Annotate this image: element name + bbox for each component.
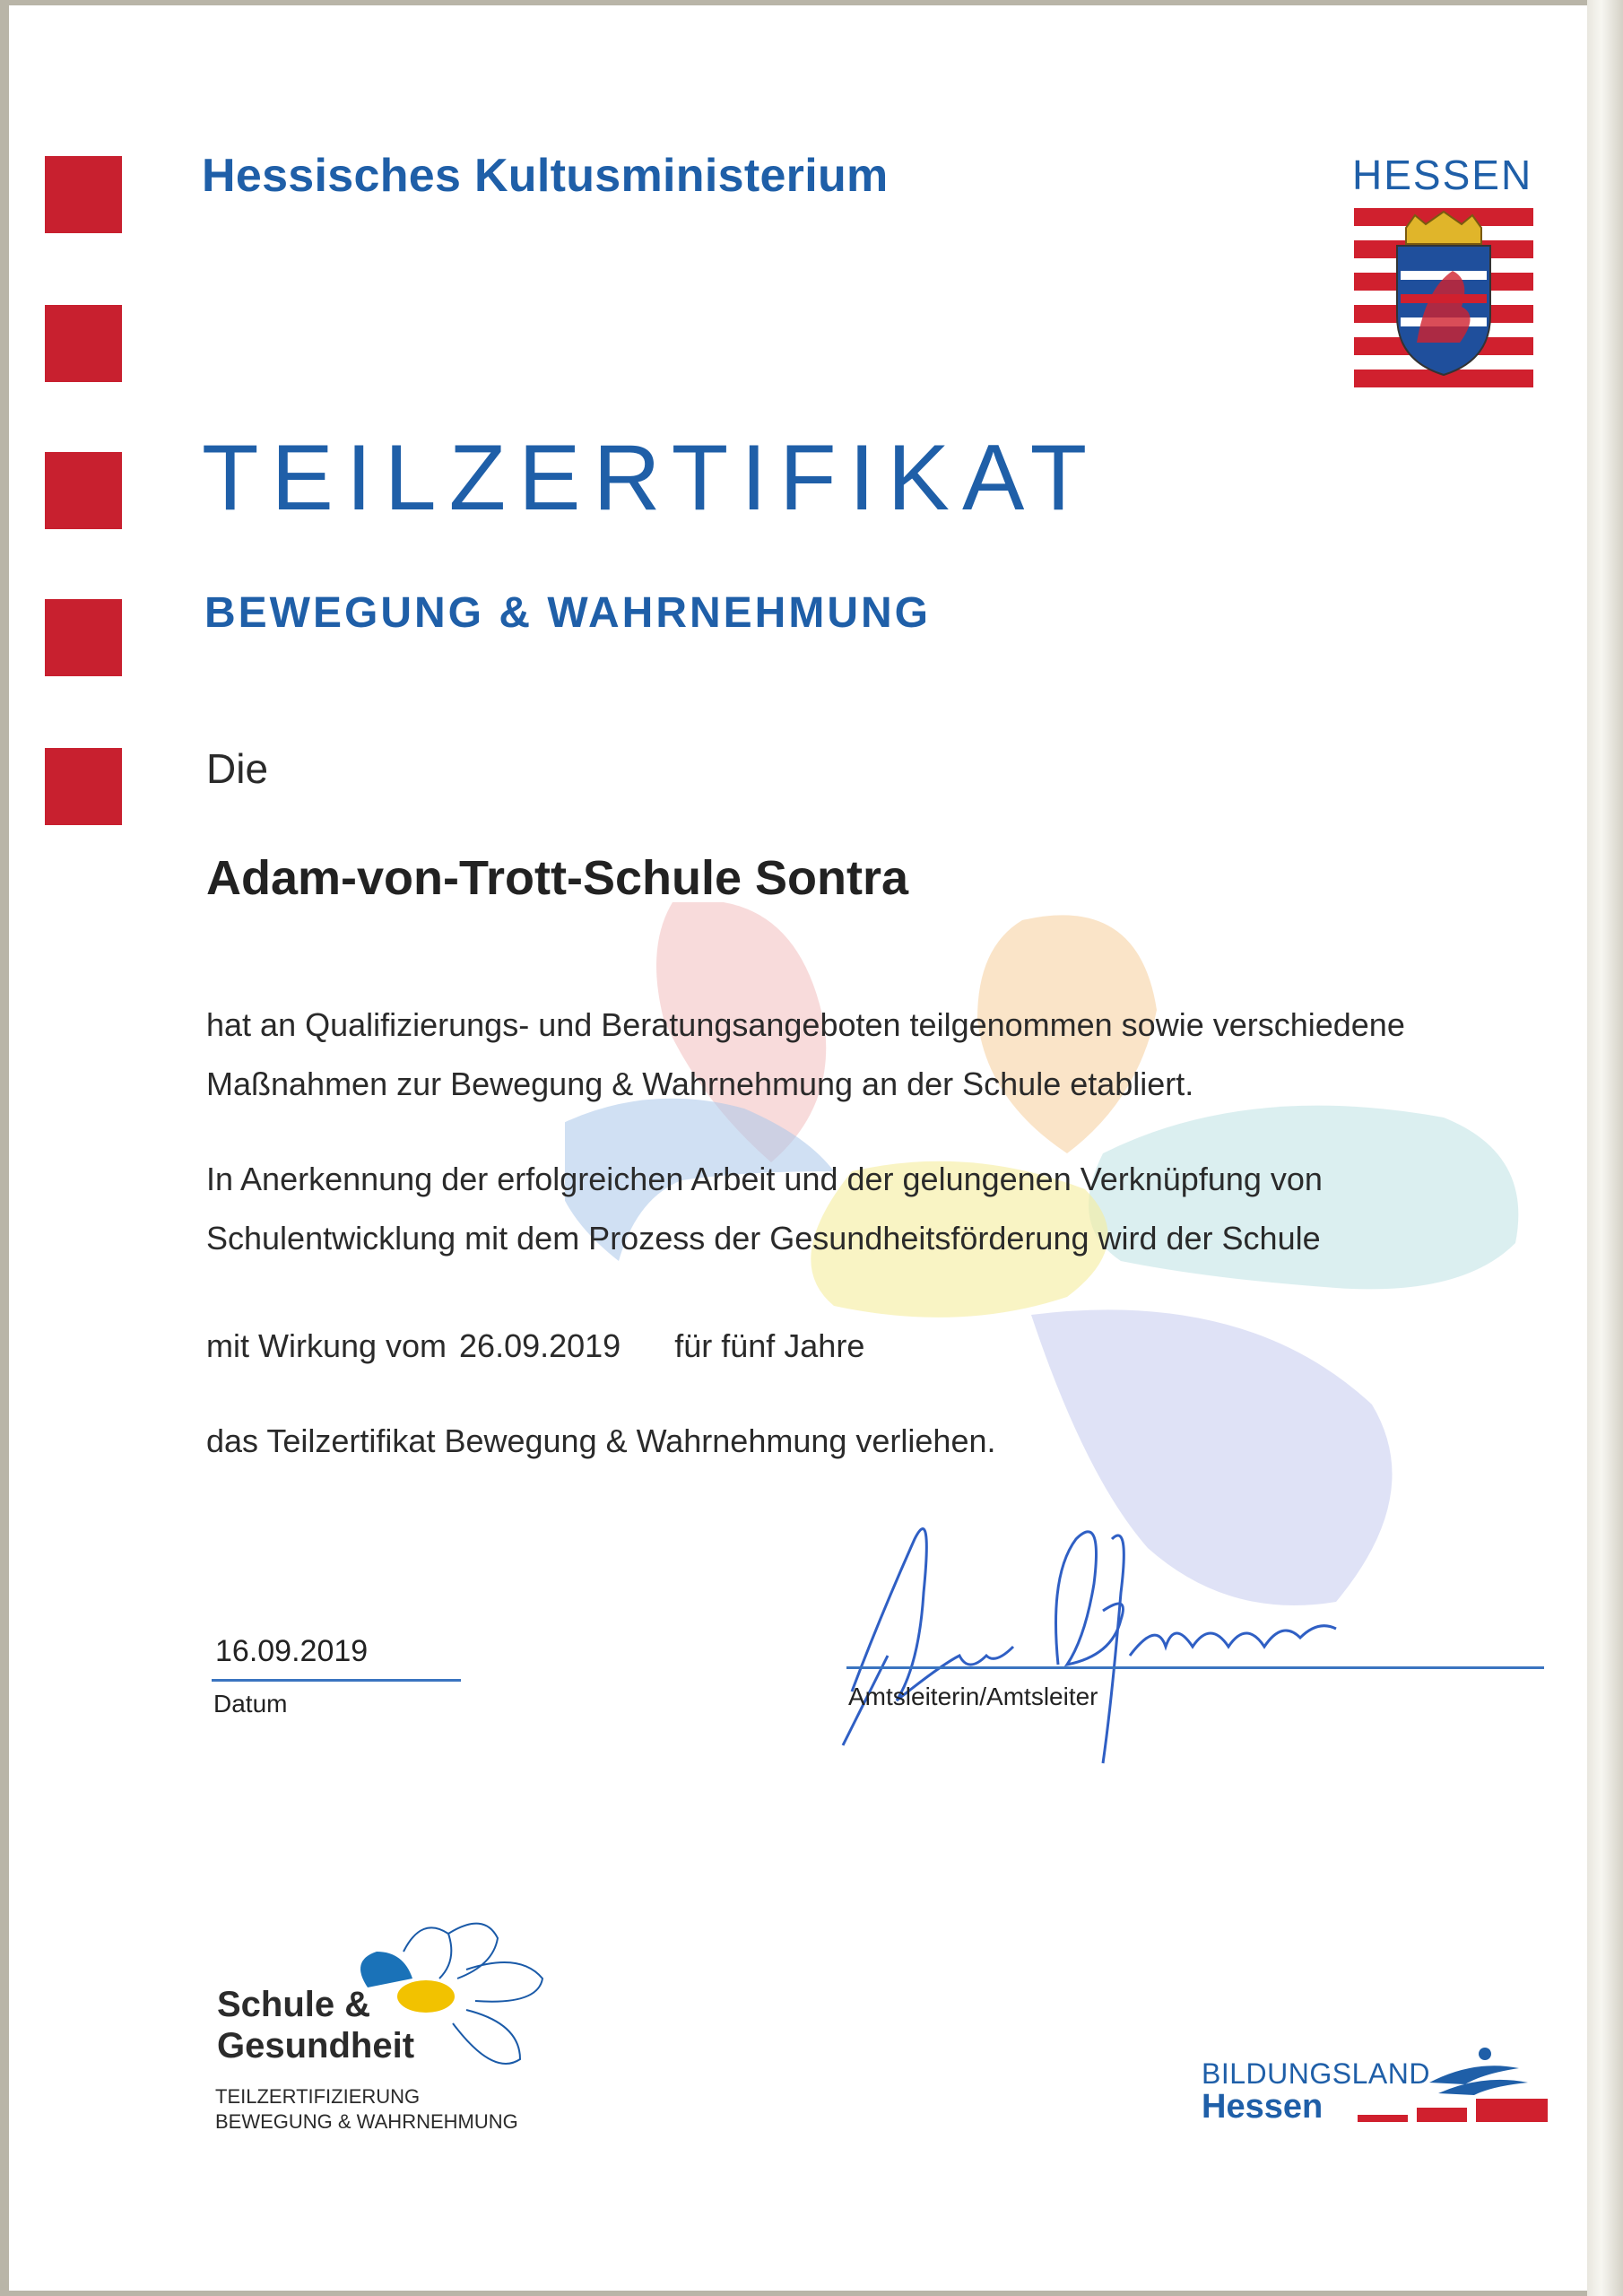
- bildungsland-figure-icon: [1349, 2047, 1549, 2124]
- sg-cert-line-2: BEWEGUNG & WAHRNEHMUNG: [215, 2110, 518, 2133]
- hessen-label: HESSEN: [1352, 152, 1533, 198]
- certificate-subtitle: BEWEGUNG & WAHRNEHMUNG: [204, 589, 931, 637]
- red-square-3: [45, 452, 122, 529]
- qualification-paragraph: [206, 996, 1551, 1114]
- effective-prefix: mit Wirkung vom: [206, 1327, 447, 1364]
- hessen-coat-of-arms-icon: [1354, 208, 1533, 387]
- ministry-name: Hessisches Kultusministerium: [202, 150, 889, 202]
- red-square-5: [45, 748, 122, 825]
- red-square-4: [45, 599, 122, 676]
- signature-icon: [834, 1485, 1354, 1772]
- certificate-title: TEILZERTIFIKAT: [202, 426, 1100, 530]
- qualification-line-1: hat an Qualifizierungs- und Beratungsangeboten teilgenommen sowie verschiedene: [206, 1006, 1405, 1043]
- effective-date: 26.09.2019: [459, 1327, 621, 1364]
- sg-cert-line-1: TEILZERTIFIZIERUNG: [215, 2085, 421, 2108]
- date-underline: [212, 1679, 461, 1682]
- effective-line: [206, 1317, 864, 1376]
- sg-line-2: Gesundheit: [217, 2026, 415, 2066]
- school-name: Adam-von-Trott-Schule Sontra: [206, 851, 909, 905]
- recognition-line-2: Schulentwicklung mit dem Prozess der Gesundheitsförderung wird der Schule: [206, 1220, 1321, 1257]
- certificate-page: [9, 5, 1587, 2291]
- issue-date: 16.09.2019: [215, 1634, 369, 1668]
- page-edge: [1587, 0, 1623, 2296]
- bildungsland-label: BILDUNGSLAND: [1202, 2057, 1430, 2090]
- date-label: Datum: [213, 1690, 288, 1718]
- closing-text: das Teilzertifikat Bewegung & Wahrnehmung verliehen.: [206, 1422, 996, 1459]
- red-square-2: [45, 305, 122, 382]
- sg-certification-text: [215, 2084, 518, 2135]
- sg-line-1: Schule &: [217, 1985, 371, 2024]
- signature-label: Amtsleiterin/Amtsleiter: [848, 1683, 1098, 1710]
- recognition-paragraph: [206, 1150, 1551, 1268]
- intro-text: Die: [206, 745, 269, 792]
- schule-gesundheit-logo-text: [217, 1984, 414, 2066]
- recognition-line-1: In Anerkennung der erfolgreichen Arbeit und der gelungenen Verknüpfung von: [206, 1161, 1323, 1197]
- qualification-line-2: Maßnahmen zur Bewegung & Wahrnehmung an der Schule etabliert.: [206, 1065, 1194, 1102]
- duration-text: für fünf Jahre: [674, 1327, 865, 1364]
- red-square-1: [45, 156, 122, 233]
- signature-underline: [846, 1666, 1544, 1669]
- bildungsland-hessen-label: Hessen: [1202, 2088, 1324, 2126]
